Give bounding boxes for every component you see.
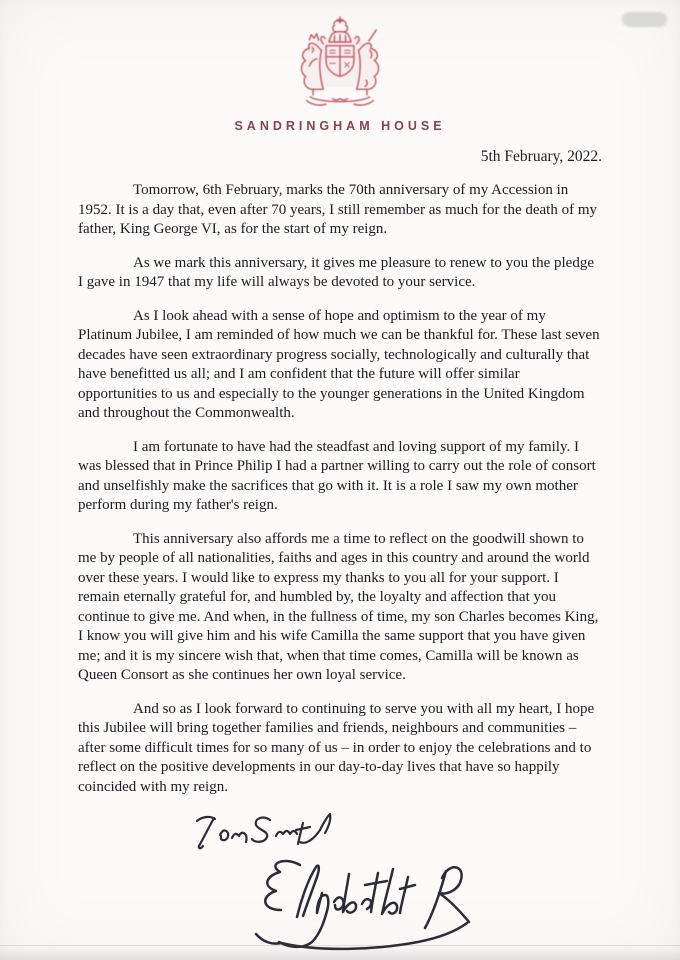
elizabeth-r-signature xyxy=(250,853,480,958)
letter-paragraph-1: Tomorrow, 6th February, marks the 70th anniversary of my Accession in 1952. It is a day that, even after 70 years, I still remember as much for the death of my father, King George VI, as for the start of my reign. xyxy=(78,182,597,237)
letter-body xyxy=(78,181,602,797)
letter-paragraph-2: As we mark this anniversary, it gives me pleasure to renew to you the pledge I gave in 1947 that my life will always be devoted to your service. xyxy=(78,254,594,290)
letter-paragraph-4: I am fortunate to have had the steadfast and loving support of my family. I was blessed that in Prince Philip I had a partner willing to carry out the role of consort and unselfishly make the sacrifices that go with it. It is a role I saw my own mother perform during my father's reign. xyxy=(78,438,596,513)
letter-paragraph-5: This anniversary also affords me a time to reflect on the goodwill shown to me by people of all nationalities, faiths and ages in this country and around the world over these years. I would like to express my thanks to you all for your support. I remain eternally grateful for, and humbled by, the loyalty and affection that you continue to give me. And when, in the fullness of time, my son Charles becomes King, I know you will give him and his wife Camilla the same support that you have given me; and it is my sincere wish that, when that time comes, Camilla will be known as Queen Consort as she continues her own loyal service. xyxy=(78,530,599,683)
photo-bottom-edge xyxy=(0,945,680,960)
letter-paragraph-6: And so as I look forward to continuing to serve you with all my heart, I hope this Jubilee will bring together families and friends, neighbours and communities – after some difficult times for so many of us – in order to enjoy the celebrations and to reflect on the positive developments in our day-to-day lives that have so happily coincided with my reign. xyxy=(78,700,595,795)
signature-block xyxy=(78,811,602,960)
letter-paragraph-3: As I look ahead with a sense of hope and optimism to the year of my Platinum Jubilee, I am reminded of how much we can be thankful for. These last seven decades have seen extraordinary progress socially, technologically and culturally that have benefitted us all; and I am confident that the future will offer similar opportunities to us and especially to the younger generations in the United Kingdom and throughout the Commonwealth. xyxy=(78,307,600,421)
royal-coat-of-arms-icon xyxy=(288,15,392,108)
photo-artifact-pill xyxy=(622,12,667,27)
letter-date: 5th February, 2022. xyxy=(480,148,602,165)
letterhead xyxy=(0,0,680,133)
letterhead-house-name: SANDRINGHAM HOUSE xyxy=(234,119,446,133)
